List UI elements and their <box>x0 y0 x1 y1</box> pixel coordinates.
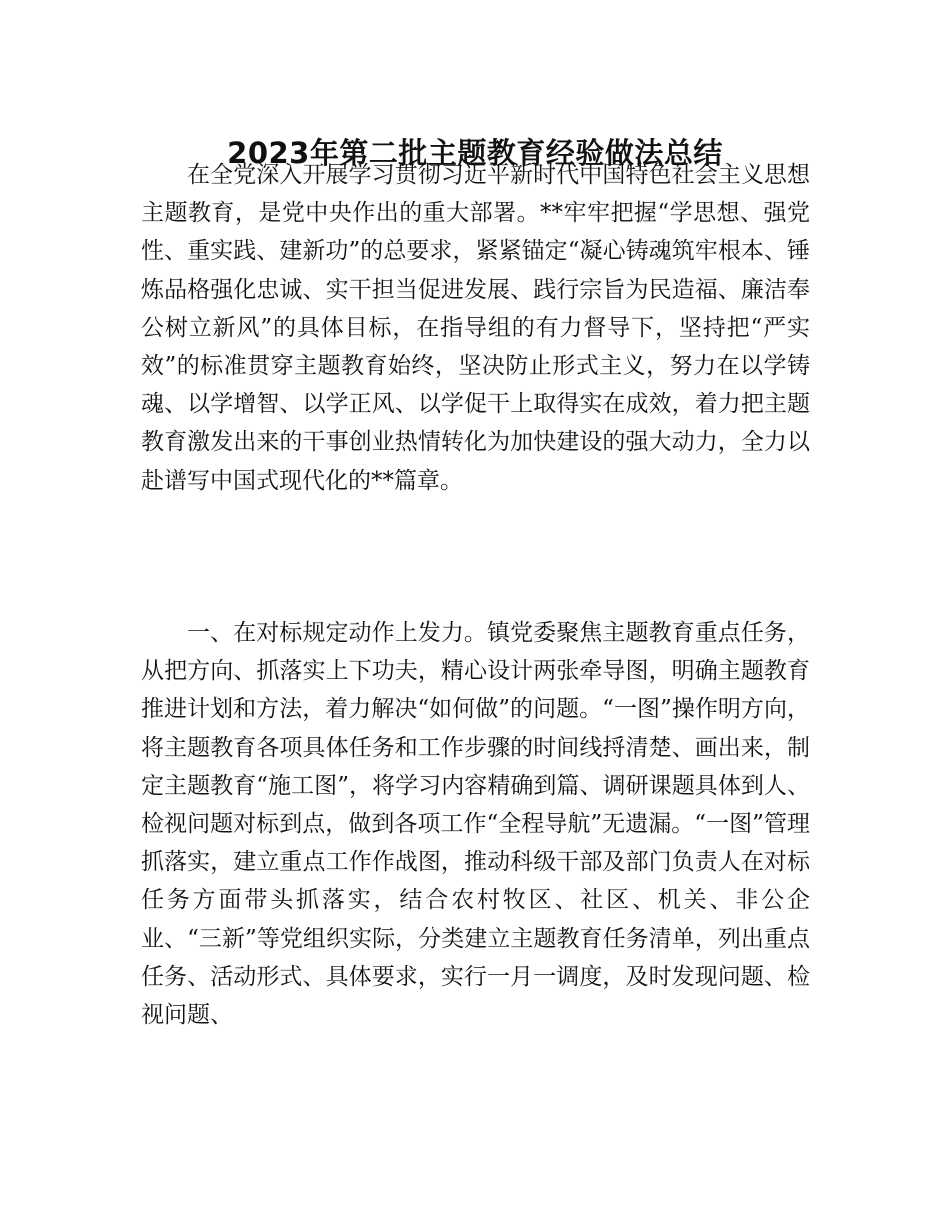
document-title: 2023年第二批主题教育经验做法总结 <box>227 136 723 171</box>
section-one-paragraph: 一、在对标规定动作上发力。镇党委聚焦主题教育重点任务，从把方向、抓落实上下功夫，精心设计两张牵导图，明确主题教育推进计划和方法，着力解决“如何做”的问题。“一图”操作明方向，将主题教育各项具体任务和工作步骤的时间线捋清楚、画出来，制定主题教育“施工图”，将学习内容精确到篇、调研课题具体到人、检视问题对标到点，做到各项工作“全程导航”无遗漏。“一图”管理抓落实，建立重点工作作战图，推动科级干部及部门负责人在对标任务方面带头抓落实，结合农村牧区、社区、机关、非公企业、“三新”等党组织实际，分类建立主题教育任务清单，列出重点任务、活动形式、具体要求，实行一月一调度，及时发现问题、检视问题、 <box>141 620 810 1029</box>
intro-paragraph: 在全党深入开展学习贯彻习近平新时代中国特色社会主义思想主题教育，是党中央作出的重大部署。**牢牢把握“学思想、强党性、重实践、建新功”的总要求，紧紧锚定“凝心铸魂筑牢根本、锤炼品格强化忠诚、实干担当促进发展、践行宗旨为民造福、廉洁奉公树立新风”的具体目标，在指导组的有力督导下，坚持把“严实效”的标准贯穿主题教育始终，坚决防止形式主义，努力在以学铸魂、以学增智、以学正风、以学促干上取得实在成效，着力把主题教育激发出来的干事创业热情转化为加快建设的强大动力，全力以赴谱写中国式现代化的**篇章。 <box>141 162 810 494</box>
